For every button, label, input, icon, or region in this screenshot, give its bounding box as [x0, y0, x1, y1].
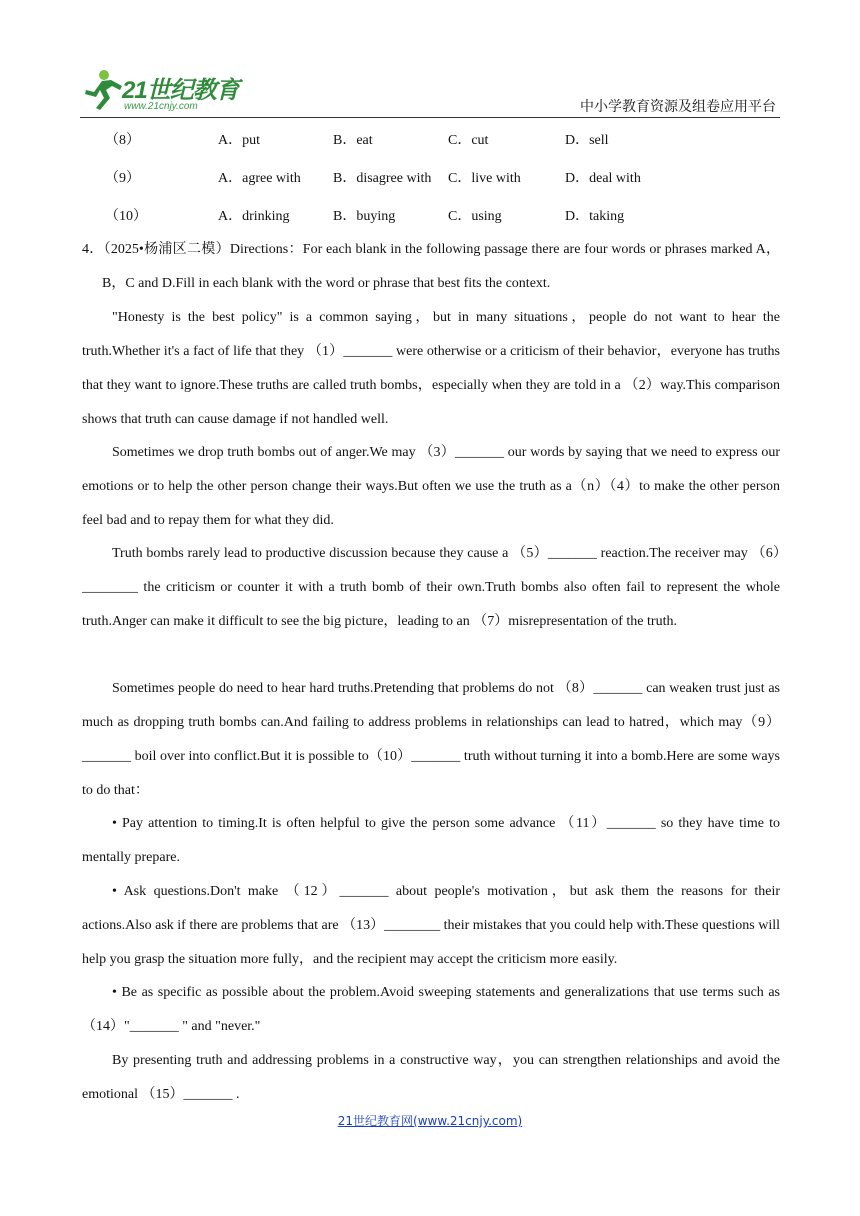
option-c: C．using: [448, 209, 502, 224]
option-number: （9）: [105, 171, 140, 186]
logo-url: www.21cnjy.com: [124, 101, 198, 112]
option-b: B．buying: [333, 209, 396, 224]
passage-paragraph: Sometimes we drop truth bombs out of anger.We may （3）_______ our words by saying that we need to express our emotions or to help the other person change their ways.But often we use the truth as a（n）（4）to make the other person feel bad and to repay them for what they did.: [82, 445, 780, 528]
option-c: C．cut: [448, 133, 489, 148]
bullet-item: • Pay attention to timing.It is often helpful to give the person some advance （11）_______ so they have time to mentally prepare.: [82, 816, 780, 865]
bullet-item: • Ask questions.Don't make （12）_______ about people's motivation，but ask them the reasons for their actions.Also ask if there are problems that are （13）________ their mistakes that you could help with.These questions will help you grasp the situation more fully，and the recipient may accept the criticism more easily.: [82, 884, 780, 967]
option-a: A．put: [218, 133, 260, 148]
option-d: D．deal with: [565, 171, 641, 186]
header-divider: [80, 117, 780, 118]
option-d: D．taking: [565, 209, 625, 224]
option-d: D．sell: [565, 133, 609, 148]
option-c: C．live with: [448, 171, 521, 186]
question-intro: 4．（2025•杨浦区二模）Directions：For each blank in the following passage there are four words or phrases marked A，B，C and D.Fill in each blank with the word or phrase that best fits the context.: [82, 242, 780, 291]
site-logo[interactable]: [80, 64, 250, 114]
option-a: A．agree with: [218, 171, 301, 186]
option-number: （8）: [105, 133, 140, 148]
bullet-item: • Be as specific as possible about the problem.Avoid sweeping statements and generalizations that use terms such as （14）"_______ " and "never.": [82, 985, 780, 1034]
logo-text: 21世纪教育: [122, 77, 239, 104]
runner-logo-icon: [82, 68, 124, 112]
footer-link[interactable]: 21世纪教育网(www.21cnjy.com): [337, 1114, 523, 1128]
passage-paragraph: By presenting truth and addressing problems in a constructive way，you can strengthen relationships and avoid the emotional （15）_______ .: [82, 1053, 780, 1102]
option-number: （10）: [105, 209, 147, 224]
option-b: B．eat: [333, 133, 373, 148]
passage-paragraph: Sometimes people do need to hear hard truths.Pretending that problems do not （8）_______ can weaken trust just as much as dropping truth bombs can.And failing to address problems in relationships can lead to hatred，which may（9）_______ boil over into conflict.But it is possible to（10）_______ truth without turning it into a bomb.Here are some ways to do that：: [82, 681, 780, 798]
passage-paragraph: Truth bombs rarely lead to productive discussion because they cause a （5）_______ reaction.The receiver may （6）________ the criticism or counter it with a truth bomb of their own.Truth bombs also often fail to represent the whole truth.Anger can make it difficult to see the big picture，leading to an （7）misrepresentation of the truth.: [82, 546, 780, 629]
platform-title: 中小学教育资源及组卷应用平台: [580, 99, 776, 115]
option-b: B．disagree with: [333, 171, 432, 186]
page-header: [80, 64, 780, 119]
option-a: A．drinking: [218, 209, 290, 224]
passage-paragraph: "Honesty is the best policy" is a common saying，but in many situations，people do not want to hear the truth.Whether it's a fact of life that they （1）_______ were otherwise or a criticism of their behavior，everyone has truths that they want to ignore.These truths are called truth bombs，especially when they are told in a （2）way.This comparison shows that truth can cause damage if not handled well.: [82, 310, 780, 427]
